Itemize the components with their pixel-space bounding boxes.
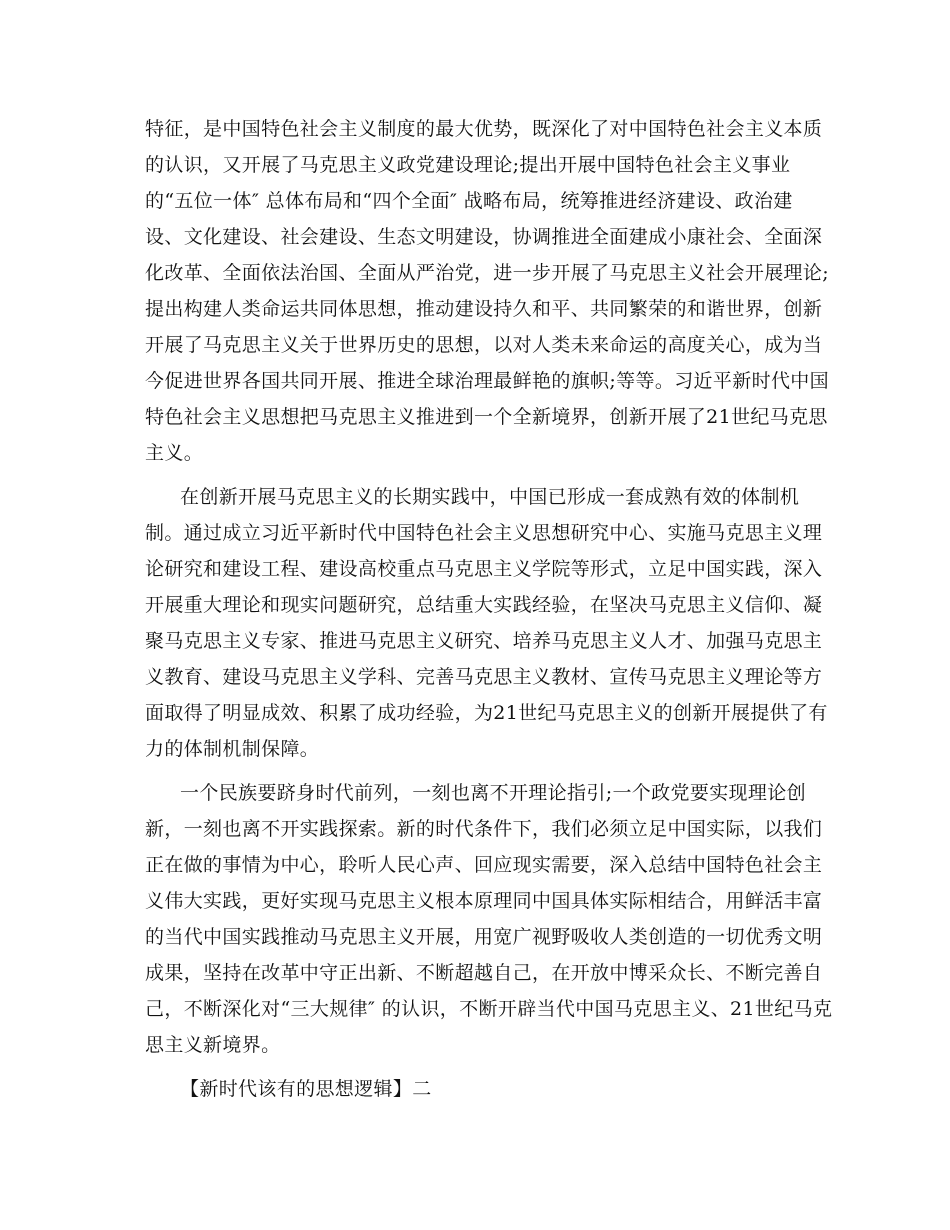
text-line: 己，不断深化对“三大规律″ 的认识，不断开辟当代中国马克思主义、21世纪马克 — [145, 998, 833, 1020]
text-line: 一个民族要跻身时代前列，一刻也离不开理论指引;一个政党要实现理论创 — [180, 782, 806, 804]
text-line: 新，一刻也离不开实践探索。新的时代条件下，我们必须立足中国实际，以我们 — [145, 818, 823, 840]
text-line: 设、文化建设、社会建设、生态文明建设，协调推进全面建成小康社会、全面深 — [145, 226, 823, 248]
text-line: 今促进世界各国共同开展、推进全球治理最鲜艳的旗帜;等等。习近平新时代中国 — [145, 370, 830, 392]
text-line: 的当代中国实践推动马克思主义开展，用宽广视野吸收人类创造的一切优秀文明 — [145, 926, 823, 948]
text-line: 义教育、建设马克思主义学科、完善马克思主义教材、宣传马克思主义理论等方 — [145, 666, 823, 688]
text-line: 正在做的事情为中心，聆听人民心声、回应现实需要，深入总结中国特色社会主 — [145, 854, 823, 876]
text-line: 化改革、全面依法治国、全面从严治党，进一步开展了马克思主义社会开展理论; — [145, 262, 830, 284]
text-line: 制。通过成立习近平新时代中国特色社会主义思想研究中心、实施马克思主义理 — [145, 522, 823, 544]
text-line: 提出构建人类命运共同体思想，推动建设持久和平、共同繁荣的和谐世界，创新 — [145, 298, 823, 320]
text-line: 特色社会主义思想把马克思主义推进到一个全新境界，创新开展了21世纪马克思 — [145, 406, 828, 428]
text-line: 的“五位一体″ 总体布局和“四个全面″ 战略布局，统筹推进经济建设、政治建 — [145, 190, 793, 212]
text-line: 开展了马克思主义关于世界历史的思想，以对人类未来命运的高度关心，成为当 — [145, 334, 823, 356]
text-line: 在创新开展马克思主义的长期实践中，中国已形成一套成熟有效的体制机 — [180, 486, 800, 508]
text-line: 特征，是中国特色社会主义制度的最大优势，既深化了对中国特色社会主义本质 — [145, 118, 823, 140]
text-line: 成果，坚持在改革中守正出新、不断超越自己，在开放中博采众长、不断完善自 — [145, 962, 823, 984]
text-line: 论研究和建设工程、建设高校重点马克思主义学院等形式，立足中国实践，深入 — [145, 558, 823, 580]
text-line: 的认识，又开展了马克思主义政党建设理论;提出开展中国特色社会主义事业 — [145, 154, 791, 176]
text-line: 面取得了明显成效、积累了成功经验，为21世纪马克思主义的创新开展提供了有 — [145, 702, 828, 724]
text-line: 义伟大实践，更好实现马克思主义根本原理同中国具体实际相结合，用鲜活丰富 — [145, 890, 823, 912]
text-line: 思主义新境界。 — [145, 1034, 281, 1056]
text-line: 聚马克思主义专家、推进马克思主义研究、培养马克思主义人才、加强马克思主 — [145, 630, 823, 652]
section-heading: 【新时代该有的思想逻辑】二 — [180, 1078, 432, 1100]
text-line: 主义。 — [145, 442, 204, 464]
text-line: 力的体制机制保障。 — [145, 738, 320, 760]
text-line: 开展重大理论和现实问题研究，总结重大实践经验，在坚决马克思主义信仰、凝 — [145, 594, 823, 616]
